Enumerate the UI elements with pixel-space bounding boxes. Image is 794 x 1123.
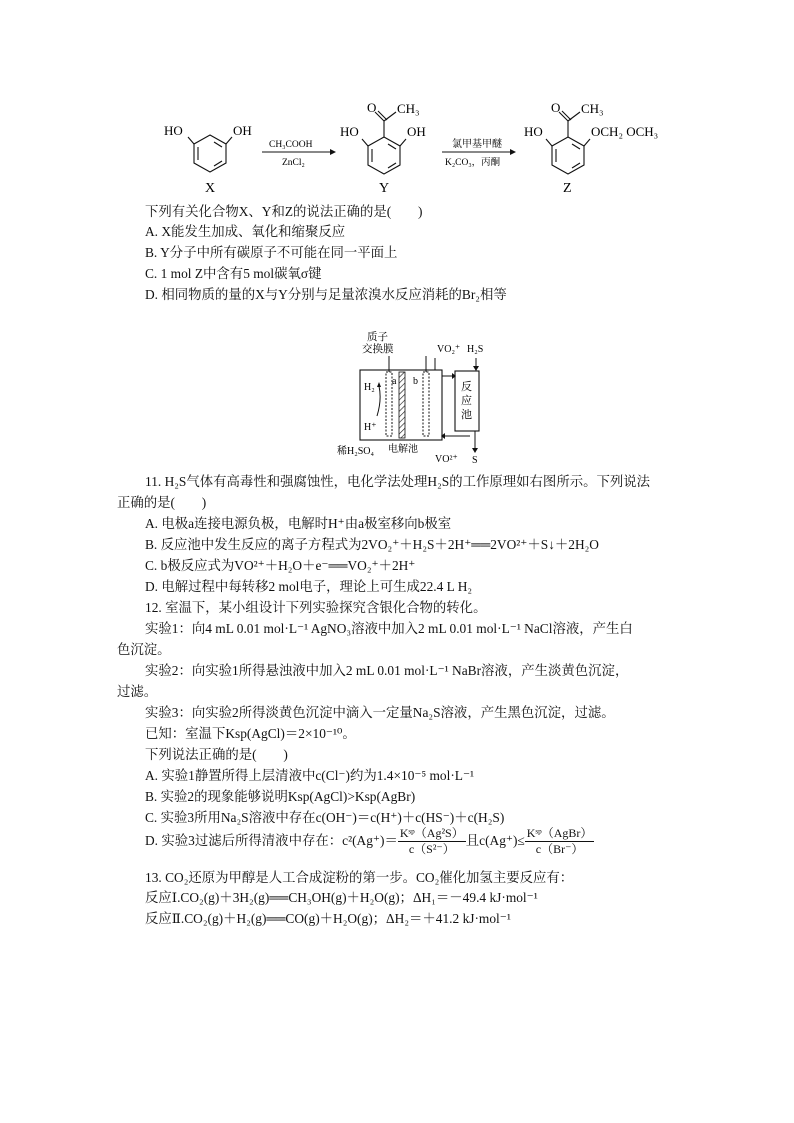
q12-exp1-line2: 色沉淀。: [117, 642, 171, 657]
electrode-b-label: b: [413, 376, 418, 387]
h2-label: H₂: [364, 382, 375, 393]
q13-reaction-2: 反应Ⅱ.CO₂(g)＋H₂(g)══CO(g)＋H₂O(g)；ΔH₂＝＋41.2 kJ·mol⁻¹: [145, 911, 511, 926]
q11-stem-line2: 正确的是( ): [117, 495, 207, 510]
q12-known: 已知：室温下Ksp(AgCl)＝2×10⁻¹⁰。: [145, 726, 356, 741]
h2s-label: H₂S: [467, 344, 484, 355]
fraction-ksp-ag2s: [398, 826, 466, 857]
q12-exp3: 实验3：向实验2所得淡黄色沉淀中滴入一定量Na₂S溶液，产生黑色沉淀，过滤。: [145, 705, 615, 720]
electrolytic-cell-label: 电解池: [388, 444, 418, 455]
arrow-1-top: CH₃COOH: [269, 140, 313, 150]
reactor-char-1: 反: [461, 381, 472, 393]
electrode-b: [423, 372, 429, 436]
reactor-char-2: 应: [461, 395, 472, 407]
fraction-ksp-agbr: [525, 826, 595, 857]
fraction-2-denominator: c（Br⁻）: [535, 842, 584, 857]
q12-option-a: A. 实验1静置所得上层清液中c(Cl⁻)约为1.4×10⁻⁵ mol·L⁻¹: [145, 768, 475, 783]
q12-option-b: B. 实验2的现象能够说明Ksp(AgCl)>Ksp(AgBr): [145, 789, 416, 804]
electrode-a-label: a: [392, 376, 397, 387]
q12-exp1-line1: 实验1：向4 mL 0.01 mol·L⁻¹ AgNO₃溶液中加入2 mL 0.01 mol·L⁻¹ NaCl溶液，产生白: [145, 621, 633, 636]
q11-option-a: A. 电极a连接电源负极，电解时H⁺由a极室移向b极室: [145, 516, 452, 531]
fraction-1-denominator: c（S²⁻）: [408, 842, 455, 857]
q12-stem: 12. 室温下，某小组设计下列实验探究含银化合物的转化。: [145, 600, 487, 615]
y-ho: HO: [340, 124, 359, 139]
membrane-label-1: 质子: [367, 332, 388, 343]
q10-stem: 下列有关化合物X、Y和Z的说法正确的是( ): [145, 204, 423, 219]
y-ch3: CH₃: [397, 101, 420, 116]
q12-option-d-middle: 且c(Ag⁺)≤: [465, 833, 525, 848]
q12-question: 下列说法正确的是( ): [145, 747, 288, 762]
compound-z: [546, 111, 590, 174]
arrow-1-bottom: ZnCl₂: [282, 158, 305, 168]
q12-option-d: [145, 824, 594, 858]
q12-exp2-line2: 过滤。: [117, 684, 158, 699]
q11-option-b: B. 反应池中发生反应的离子方程式为2VO₂⁺＋H₂S＋2H⁺══2VO²⁺＋S↓＋2H₂O: [145, 537, 599, 552]
q10-option-b: B. Y分子中所有碳原子不可能在同一平面上: [145, 245, 398, 260]
q12-option-c: C. 实验3所用Na₂S溶液中存在c(OH⁻)＝c(H⁺)＋c(HS⁻)＋c(H₂S): [145, 810, 505, 825]
h2-arrow: [377, 386, 380, 416]
q10-option-c: C. 1 mol Z中含有5 mol碳氧σ键: [145, 266, 322, 281]
q12-exp2-line1: 实验2：向实验1所得悬浊液中加入2 mL 0.01 mol·L⁻¹ NaBr溶液，产生淡黄色沉淀，: [145, 663, 629, 678]
arrow-2-top: 氯甲基甲醚: [452, 139, 502, 150]
arrow-2-head: [510, 149, 516, 155]
z-ch3: CH₃: [581, 101, 604, 116]
z-o: O: [551, 100, 561, 115]
arrow-1-head: [330, 149, 336, 155]
fraction-1-numerator: Kˢᵖ（Ag²S）: [399, 826, 464, 841]
z-sub: OCH₂ OCH₃: [591, 124, 659, 139]
y-oh: OH: [407, 124, 426, 139]
z-label: Z: [563, 181, 572, 196]
q11-stem-line1: 11. H₂S气体有高毒性和强腐蚀性，电化学法处理H₂S的工作原理如右图所示。下列说法: [145, 474, 651, 489]
fraction-2-numerator: Kˢᵖ（AgBr）: [526, 826, 593, 841]
q11-option-c: C. b极反应式为VO²⁺＋H₂O＋e⁻══VO₂⁺＋2H⁺: [145, 558, 416, 573]
vo2plus-top: VO₂⁺: [437, 344, 461, 355]
x-oh-left: HO: [164, 123, 183, 138]
compound-y: [362, 111, 406, 174]
q10-option-d: D. 相同物质的量的X与Y分别与足量浓溴水反应消耗的Br₂相等: [145, 287, 507, 302]
q12-option-d-prefix: D. 实验3过滤后所得清液中存在：c²(Ag⁺)＝: [145, 833, 398, 848]
z-ho: HO: [524, 124, 543, 139]
compound-x: [188, 135, 232, 172]
hplus-label: H⁺: [364, 422, 377, 433]
q13-stem: 13. CO₂还原为甲醇是人工合成淀粉的第一步。CO₂催化加氢主要反应有：: [145, 870, 574, 885]
reactor-char-3: 池: [461, 409, 472, 421]
vo2plus-bottom: VO²⁺: [435, 454, 458, 465]
arrow-2-bottom: K₂CO₃，丙酮: [445, 158, 501, 168]
dilute-h2so4-label: 稀H₂SO₄: [337, 446, 374, 457]
y-o: O: [367, 100, 377, 115]
s-label: S: [472, 455, 478, 466]
membrane-label-2: 交换膜: [362, 344, 394, 355]
reaction-scheme: [150, 95, 690, 205]
x-oh-right: OH: [233, 123, 252, 138]
electrolysis-diagram: [335, 328, 505, 468]
q10-option-a: A. X能发生加成、氧化和缩聚反应: [145, 224, 346, 239]
q11-option-d: D. 电解过程中每转移2 mol电子，理论上可生成22.4 L H₂: [145, 579, 473, 594]
proton-exchange-membrane: [399, 372, 405, 438]
q13-reaction-1: 反应Ⅰ.CO₂(g)＋3H₂(g)══CH₃OH(g)＋H₂O(g)；ΔH₁＝－49.4 kJ·mol⁻¹: [145, 890, 538, 905]
x-label: X: [205, 181, 216, 196]
y-label: Y: [379, 181, 390, 196]
